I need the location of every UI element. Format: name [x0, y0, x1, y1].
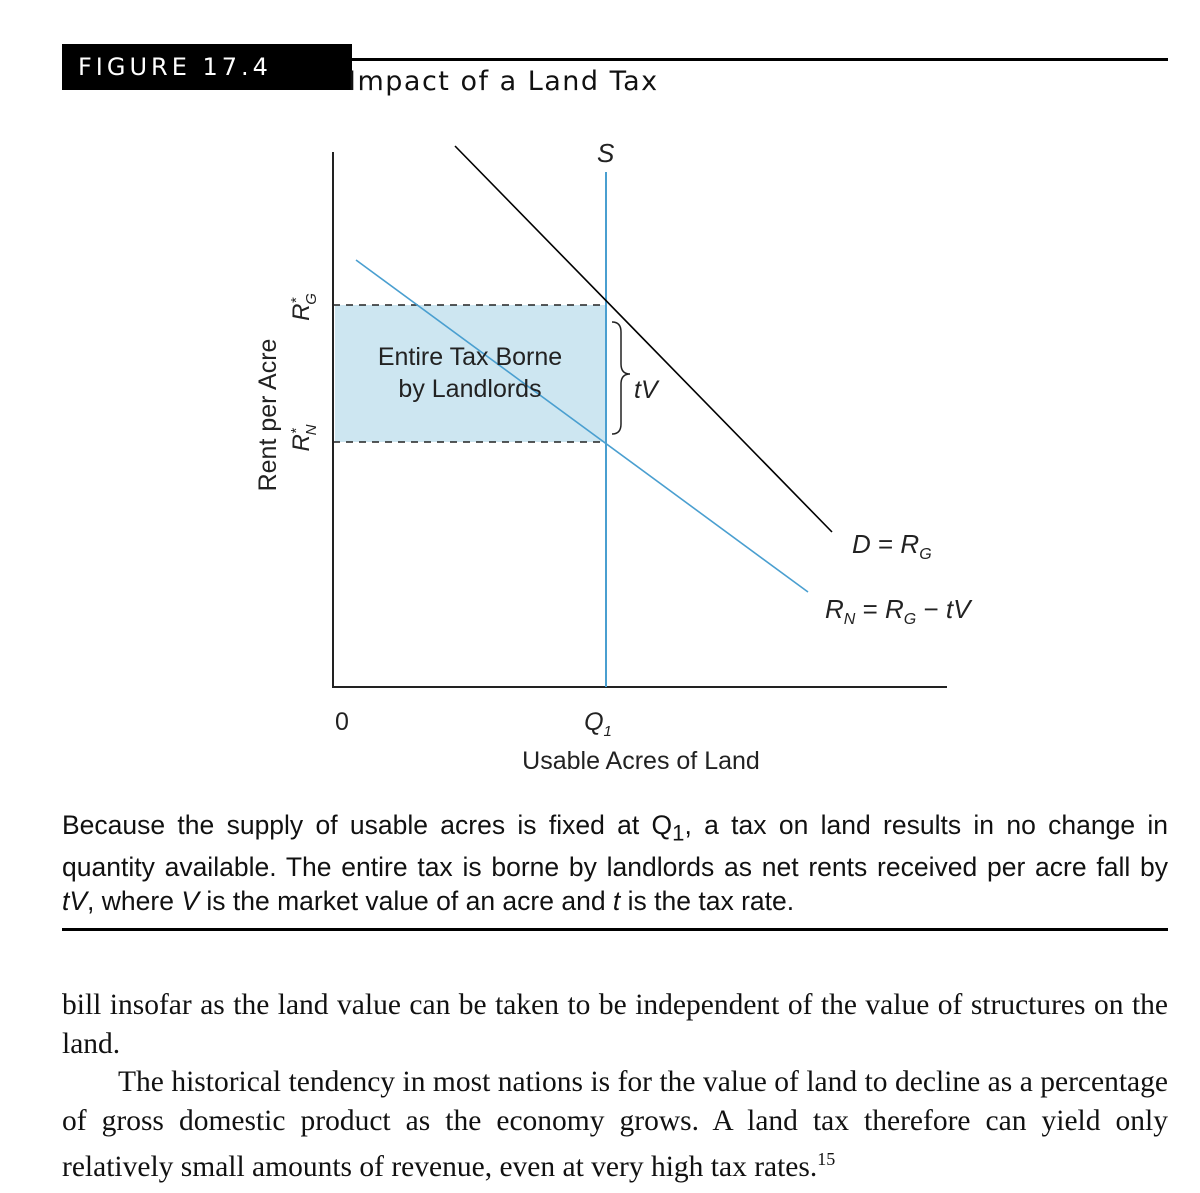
tax-burden-region	[335, 305, 606, 442]
demand-label: $D = R_G$	[852, 529, 932, 563]
footnote-ref: 15	[817, 1149, 836, 1169]
tv-brace	[612, 322, 630, 434]
y-tick-rg	[288, 293, 320, 321]
body-paragraph-2: The historical tendency in most nations is for the value of land to decline as a percentage of gross domestic product as the economy grows. A land tax therefore can yield only relatively small amounts of revenue, even at very high tax rates.$^{15}$	[62, 1066, 1168, 1183]
net-rent-label: $R_N = R_G$ − tV	[825, 594, 971, 628]
y-tick-rn	[288, 424, 320, 451]
y-axis-label: Rent per Acre	[254, 338, 282, 492]
body-text	[62, 986, 1168, 1186]
figure-title: Impact of a Land Tax	[348, 66, 659, 97]
region-label-line1: Entire Tax Borne	[377, 343, 563, 371]
origin-label: 0	[335, 708, 349, 736]
tv-label: tV	[634, 376, 658, 404]
figure-caption: Because the supply of usable acres is fixed at $Q_1$, a tax on land results in no change in quantity available. The entire tax is borne by landlords as net rents received per acre fall by tV, where V is the market value of an acre and t is the tax rate.	[62, 810, 1168, 917]
body-paragraph-1: bill insofar as the land value can be taken to be independent of the value of structures on the land.	[62, 989, 1168, 1060]
x-tick-q1: $Q_1$	[584, 708, 612, 740]
figure-label: FIGURE 17.4	[62, 44, 352, 90]
bottom-rule	[62, 928, 1168, 931]
x-axis-label: Usable Acres of Land	[522, 747, 760, 775]
svg-text:R*N: R*N	[288, 424, 320, 452]
svg-text:R*G: R*G	[288, 293, 320, 321]
region-label-line2: by Landlords	[398, 375, 542, 403]
supply-label: S	[597, 138, 615, 168]
